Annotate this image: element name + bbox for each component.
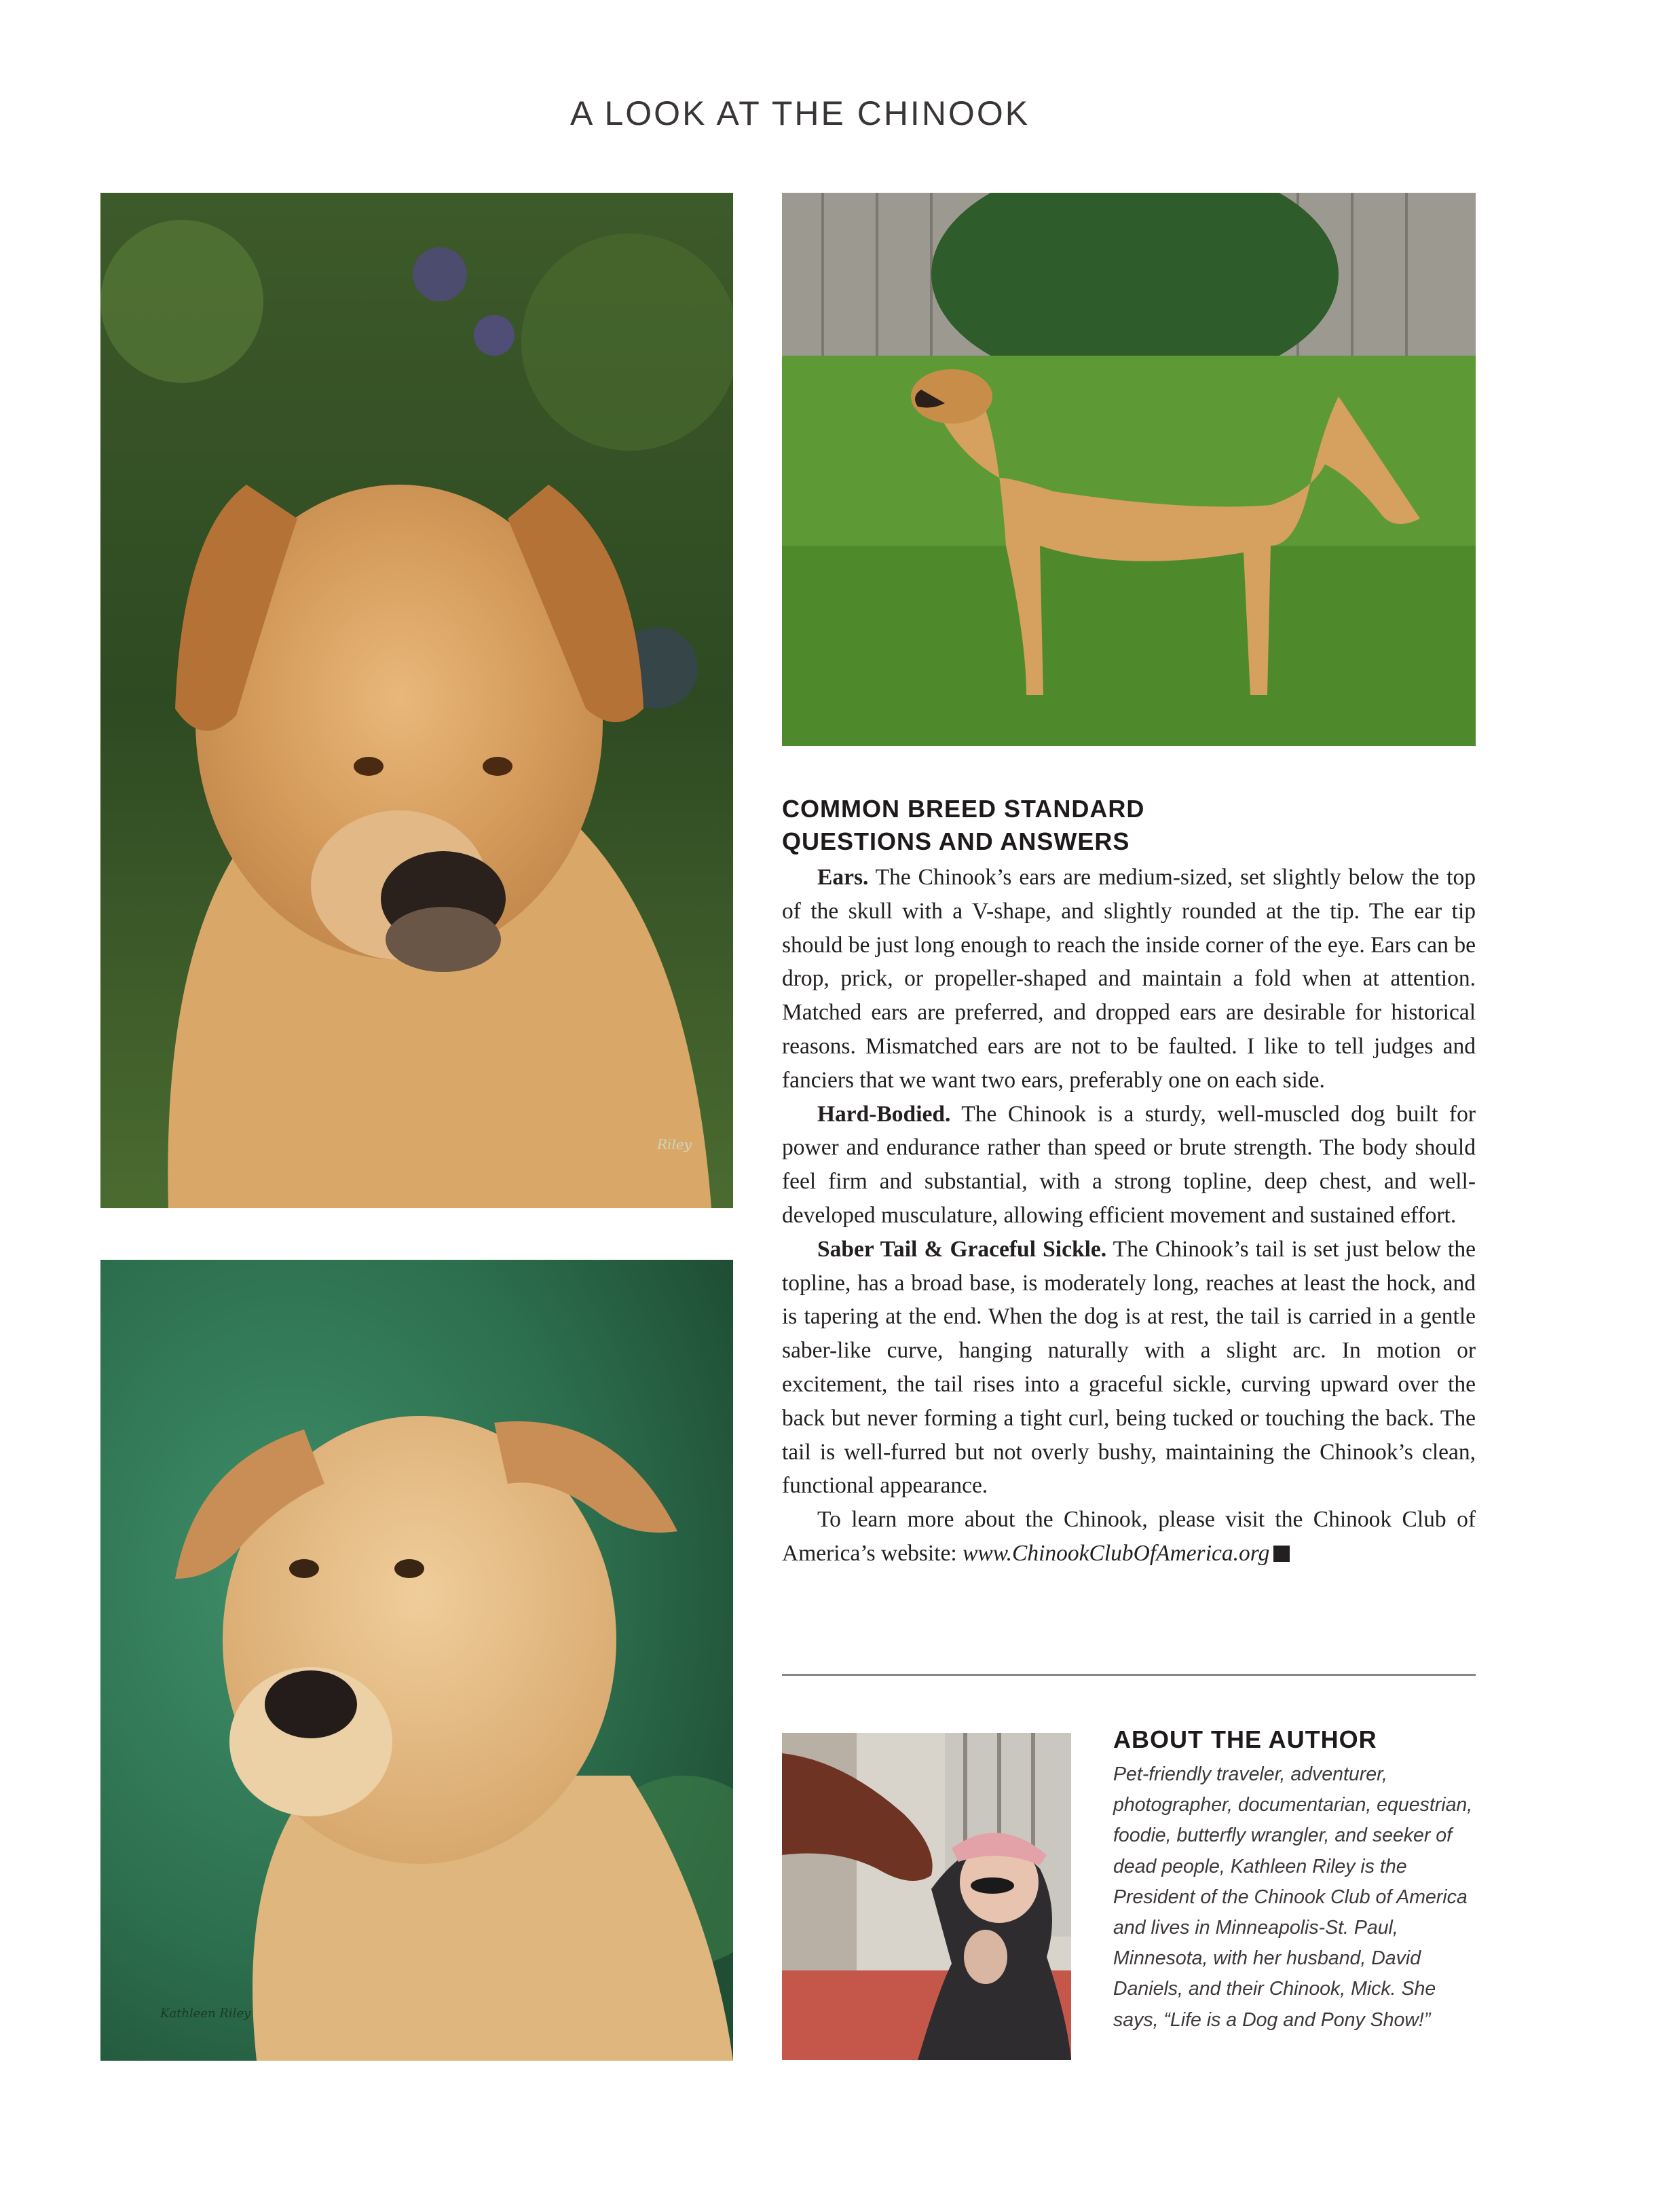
closing-text: To learn more about the Chinook, please visit the Chinook Club of America’s website: — [782, 1507, 1476, 1566]
author-photo — [782, 1733, 1071, 2060]
chinook-headshot-photo — [100, 193, 733, 1208]
end-mark-icon — [1273, 1546, 1290, 1562]
section-heading — [782, 793, 1476, 858]
watermark-kathleen-riley: Kathleen Riley — [160, 2006, 251, 2021]
section-divider — [782, 1674, 1476, 1676]
tail-paragraph — [782, 1233, 1476, 1503]
ears-paragraph — [782, 861, 1476, 1098]
section-heading-line2: QUESTIONS AND ANSWERS — [782, 827, 1130, 855]
about-author — [1113, 1723, 1480, 2036]
watermark-riley: Riley — [657, 1136, 692, 1153]
about-author-bio: Pet-friendly traveler, adventurer, photographer, documentarian, equestrian, foodie, butterfly wrangler, and seeker of dead people, Kathleen Riley is the President of the Chinook Club of America and lives in Minneapolis-St. Paul, Minnesota, with her husband, David Daniels, and their Chinook, Mick. She says, “Life is a Dog and Pony Show!” — [1113, 1763, 1473, 2031]
ears-text: The Chinook’s ears are medium-sized, set slightly below the top of the skull with a V-shape, and slightly rounded at the tip. The ear tip should be just long enough to reach the inside corner of the eye. Ears can be drop, prick, or propeller-shaped and maintain a fold when at attention. Matched ears are preferred, and dropped ears are desirable for historical reasons. Mismatched ears are not to be faulted. I like to tell judges and fanciers that we want two ears, preferably one on each side. — [782, 865, 1476, 1093]
breed-standard-article — [782, 793, 1476, 1571]
hard-bodied-paragraph — [782, 1098, 1476, 1233]
tail-text: The Chinook’s tail is set just below the topline, has a broad base, is moderately long, reaches at least the hock, and is tapering at the end. When the dog is at rest, the tail is carried in a gentle saber-like curve, hanging naturally with a slight arc. In motion or excitement, the tail rises into a graceful sickle, curving upward over the back but never forming a tight curl, being tucked or touching the back. The tail is well-furred but not overly bushy, maintaining the Chinook’s clean, functional appearance. — [782, 1236, 1476, 1499]
website-link[interactable]: www.ChinookClubOfAmerica.org — [963, 1540, 1270, 1566]
page-header: A LOOK AT THE CHINOOK — [570, 94, 1030, 132]
hard-bodied-label: Hard-Bodied. — [817, 1101, 951, 1127]
closing-paragraph — [782, 1503, 1476, 1571]
hard-bodied-text: The Chinook is a sturdy, well-muscled dog built for power and endurance rather than speed or brute strength. The body should feel firm and substantial, with a strong topline, deep chest, and well-developed musculature, allowing efficient movement and sustained effort. — [782, 1101, 1476, 1228]
chinook-standing-photo — [782, 193, 1476, 746]
chinook-seated-photo — [100, 1260, 733, 2061]
about-author-heading: ABOUT THE AUTHOR — [1113, 1725, 1377, 1753]
ears-label: Ears. — [817, 865, 869, 890]
tail-label: Saber Tail & Graceful Sickle. — [817, 1236, 1107, 1262]
section-heading-line1: COMMON BREED STANDARD — [782, 795, 1145, 823]
